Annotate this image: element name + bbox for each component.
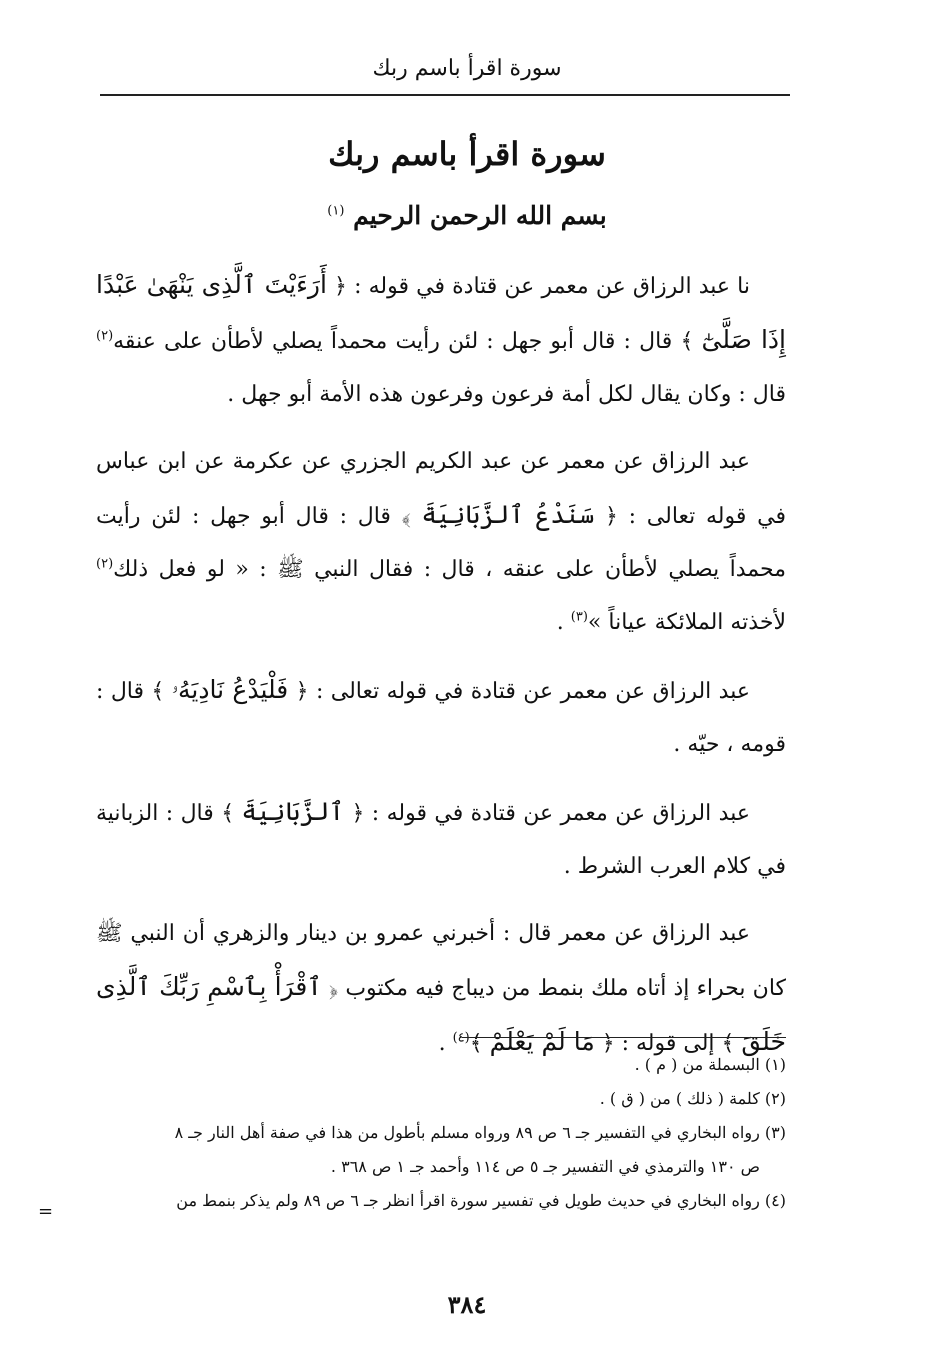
footnote-2: (٢) كلمة ( ذلك ) من ( ق ) .	[599, 1089, 786, 1108]
paragraph-text: ﴾ قال : الزبانية في كلام العرب الشرط .	[96, 801, 786, 879]
header-rule	[100, 94, 790, 96]
quran-verse: مَا لَمْ يَعْلَمْ	[489, 1027, 595, 1056]
paragraph-text: ﴾ إلى قوله : ﴿	[594, 1031, 742, 1056]
running-header: سورة اقرأ باسم ربك	[372, 56, 562, 81]
paragraph-text: ﴾ قال : قومه ، حيّه .	[96, 679, 786, 757]
footnote-ref-2: (٢)	[96, 328, 114, 344]
footnote-1: (١) البسملة من ( م ) .	[634, 1055, 786, 1074]
paragraph-4	[96, 785, 786, 893]
paragraph-text: قال : وكان يقال لكل أمة فرعون وفرعون هذه الأمة أبو جهل .	[227, 382, 786, 407]
footnote-ref-4: (٤)	[452, 1030, 470, 1046]
basmala	[0, 196, 934, 236]
paragraph-3	[96, 663, 786, 771]
footnote-4: (٤) رواه البخاري في حديث طويل في تفسير سورة اقرأ انظر جـ ٦ ص ٨٩ ولم يذكر بنمط من	[176, 1191, 786, 1210]
paragraph-text: عبد الرزاق عن معمر عن قتادة في قوله : ﴿	[344, 801, 750, 826]
paragraph-1	[96, 258, 786, 421]
paragraph-text: عبد الرزاق عن معمر عن قتادة في قوله تعالى : ﴿	[288, 679, 750, 704]
footnote-ref-2: (٢)	[96, 556, 114, 572]
continuation-mark: =	[38, 1201, 54, 1222]
footnote-rule	[462, 1037, 786, 1038]
footnote-3: (٣) رواه البخاري في التفسير جـ ٦ ص ٨٩ ورواه مسلم بأطول من هذا في صفة أهل النار جـ ٨	[174, 1123, 786, 1142]
basmala-text: بسم الله الرحمن الرحيم	[353, 201, 607, 230]
footnote-ref-3: (٣)	[570, 609, 588, 625]
paragraph-text: ﴾ قال : قال أبو جهل : لئن رأيت محمداً يصلي لأطأن على عنقه	[113, 329, 702, 354]
paragraph-text: .	[556, 610, 571, 635]
surah-title: سورة اقرأ باسم ربك	[328, 135, 606, 173]
paragraph-text: لأخذته الملائكة عياناً »	[587, 610, 786, 635]
quran-verse: أَرَءَيْتَ ٱلَّذِى يَنْهَىٰ عَبْدًا إِذَا صَلَّىٰٓ	[96, 270, 786, 354]
paragraph-text: .	[438, 1031, 453, 1056]
quran-verse: ٱلزَّبَانِيَةَ	[241, 797, 345, 826]
footnotes	[96, 1048, 786, 1218]
paragraph-text: عبد الرزاق عن معمر قال : أخبرني عمرو بن دينار والزهري أن النبي ﷺ كان بحراء إذ أتاه ملك بنمط من ديباج فيه مكتوب ﴿	[96, 921, 786, 1001]
footnote-ref-1: (١)	[327, 203, 345, 219]
quran-verse: سَنَدْعُ ٱلزَّبَانِيَةَ	[421, 500, 595, 529]
quran-verse: فَلْيَدْعُ نَادِيَهُۥ	[171, 675, 289, 704]
page-number: ٣٨٤	[447, 1290, 487, 1319]
paragraph-text: عبد الرزاق عن معمر عن عبد الكريم الجزري عن عكرمة عن ابن عباس في قوله تعالى : ﴿	[96, 449, 786, 529]
paragraph-text: ﴾	[469, 1031, 490, 1056]
quran-verse: ٱقْرَأْ بِٱسْمِ رَبِّكَ ٱلَّذِى خَلَقَ	[96, 972, 786, 1056]
body-text	[96, 258, 786, 1084]
paragraph-5	[96, 907, 786, 1070]
paragraph-text: نا عبد الرزاق عن معمر عن قتادة في قوله : ﴿	[326, 274, 751, 299]
paragraph-text: ﴾ قال : قال أبو جهل : لئن رأيت محمداً يصلي لأطأن على عنقه ، قال : فقال النبي ﷺ : « لو فعل ذلك	[96, 504, 786, 582]
paragraph-2	[96, 435, 786, 649]
footnote-3-continued: ص ١٣٠ والترمذي في التفسير جـ ٥ ص ١١٤ وأحمد جـ ١ ص ٣٦٨ .	[330, 1157, 760, 1176]
